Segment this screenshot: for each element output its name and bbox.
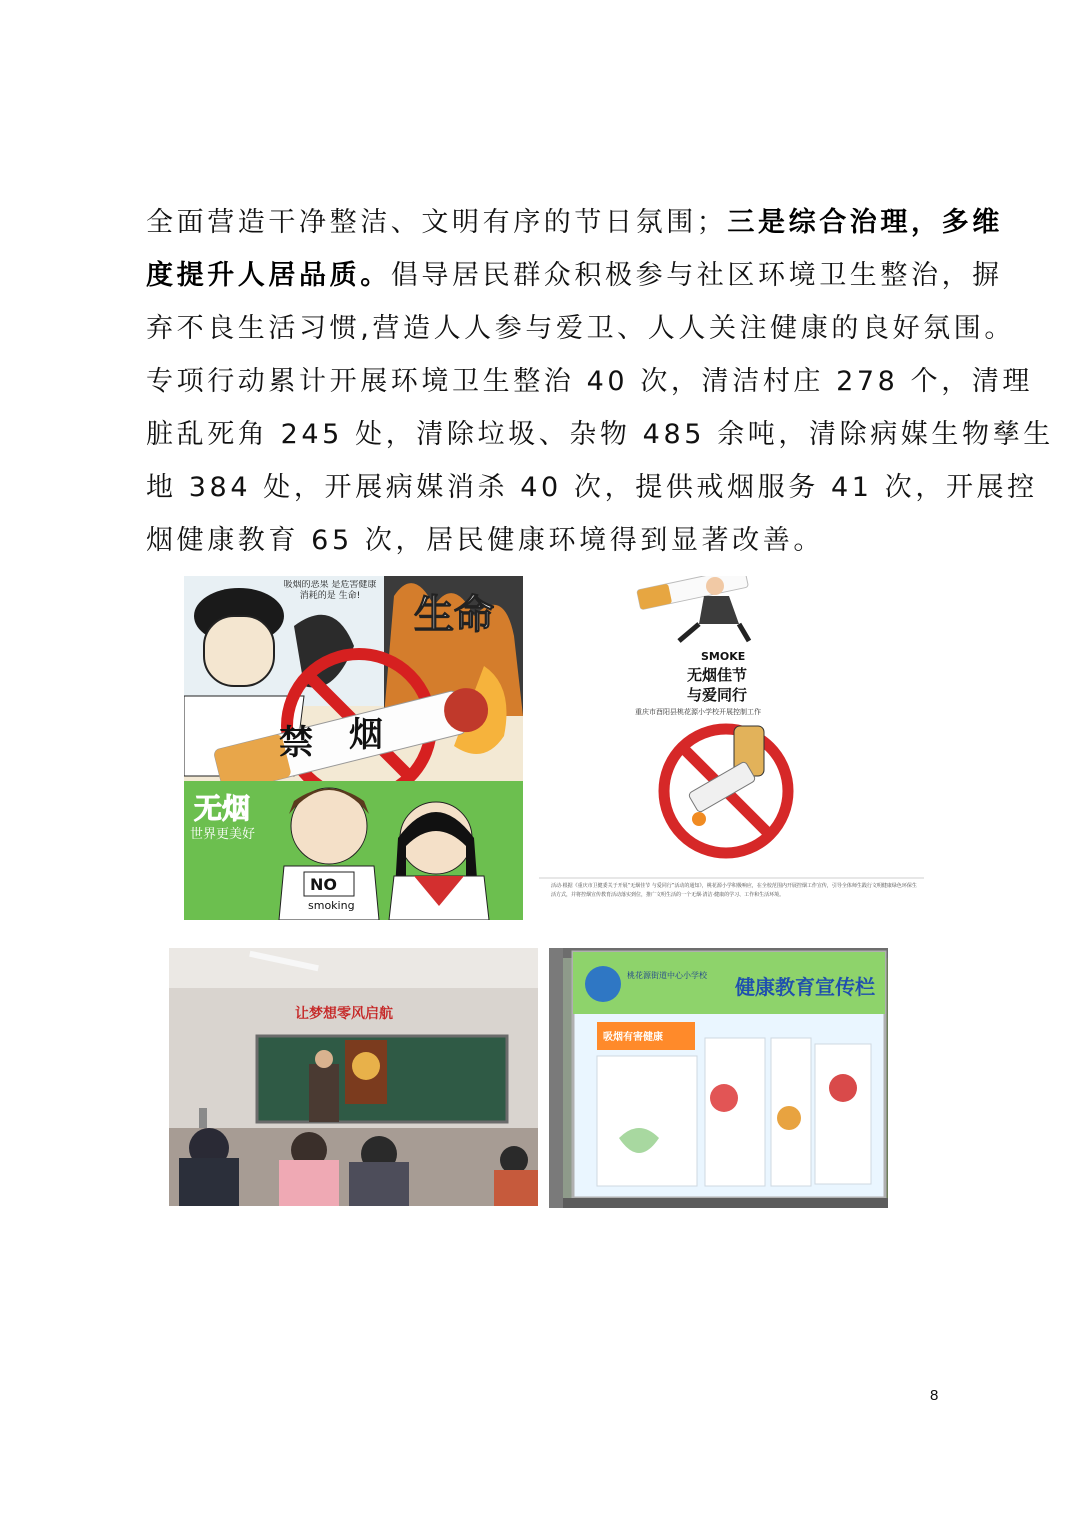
- text-run: 全面营造干净整洁、文明有序的节日氛围；: [146, 207, 728, 238]
- board-title: 健康教育宣传栏: [735, 975, 875, 999]
- poster-drawing: [184, 576, 523, 920]
- smoking-text: smoking: [308, 899, 355, 912]
- smoke-free-title: 无烟: [194, 792, 251, 825]
- board-subtitle: 吸烟有害健康: [603, 1032, 663, 1043]
- board-school-name: 桃花源街道中心小学校: [627, 971, 707, 980]
- smoke-heading: SMOKE: [701, 650, 746, 663]
- festival-line-2: 与爱同行: [687, 686, 748, 704]
- page-number: 8: [930, 1387, 939, 1404]
- text-run: 倡导居民群众积极参与社区环境卫生整治，摒: [390, 260, 1003, 291]
- board-scene: [549, 948, 888, 1208]
- paragraph-line-6: 地 384 处，开展病媒消杀 40 次，提供戒烟服务 41 次，开展控: [146, 472, 1038, 503]
- paragraph-line-5: 脏乱死角 245 处，清除垃圾、杂物 485 余吨，清除病媒生物孳生: [146, 419, 1054, 450]
- paragraph-line-2: [146, 249, 1003, 302]
- health-education-board-photo: [549, 948, 888, 1208]
- no-text: NO: [310, 875, 337, 894]
- better-world-text: 世界更美好: [190, 827, 256, 842]
- poster-caption: 活动·根据《重庆市卫健委关于开展“无烟佳节 与爱同行”活动的通知》，桃花源小学积极响应，在全校范围内开展控烟工作宣传，引导全体师生践行文明健康绿色环保生活方式，并将控烟宣传教育活动落实到位，推广文明生活的一个无烟·清洁·健康的学习、工作和生活环境。: [551, 883, 917, 898]
- smoke-free-festival-poster: [539, 576, 924, 920]
- paragraph-line-4: 专项行动累计开展环境卫生整治 40 次，清洁村庄 278 个，清理: [146, 366, 1034, 397]
- body-paragraph: [146, 196, 1054, 567]
- classroom-photo: [169, 948, 538, 1206]
- bold-heading-run: 三是综合治理，多维: [727, 207, 1003, 238]
- paragraph-line-1: [146, 196, 1003, 249]
- bold-heading-run: 度提升人居品质。: [146, 260, 391, 291]
- paragraph-line-3: 弃不良生活习惯,营造人人参与爱卫、人人关注健康的良好氛围。: [146, 313, 1015, 344]
- speech-bubble-text: 吸烟的恶果 是危害健康 消耗的是 生命!: [283, 580, 377, 601]
- paragraph-line-7: 烟健康教育 65 次，居民健康环境得到显著改善。: [146, 525, 824, 556]
- festival-line-1: 无烟佳节: [687, 666, 748, 684]
- poster-graphic: [539, 576, 924, 920]
- classroom-banner: 让梦想零风启航: [295, 1006, 393, 1022]
- smoke-glyph: 烟: [349, 715, 383, 755]
- ban-glyph: 禁: [279, 723, 313, 763]
- school-line: 重庆市酉阳县桃花源小学校开展控制工作: [635, 708, 761, 716]
- life-title: 生命: [414, 592, 494, 638]
- no-smoking-drawing-poster: [184, 576, 523, 920]
- classroom-scene: [169, 948, 538, 1206]
